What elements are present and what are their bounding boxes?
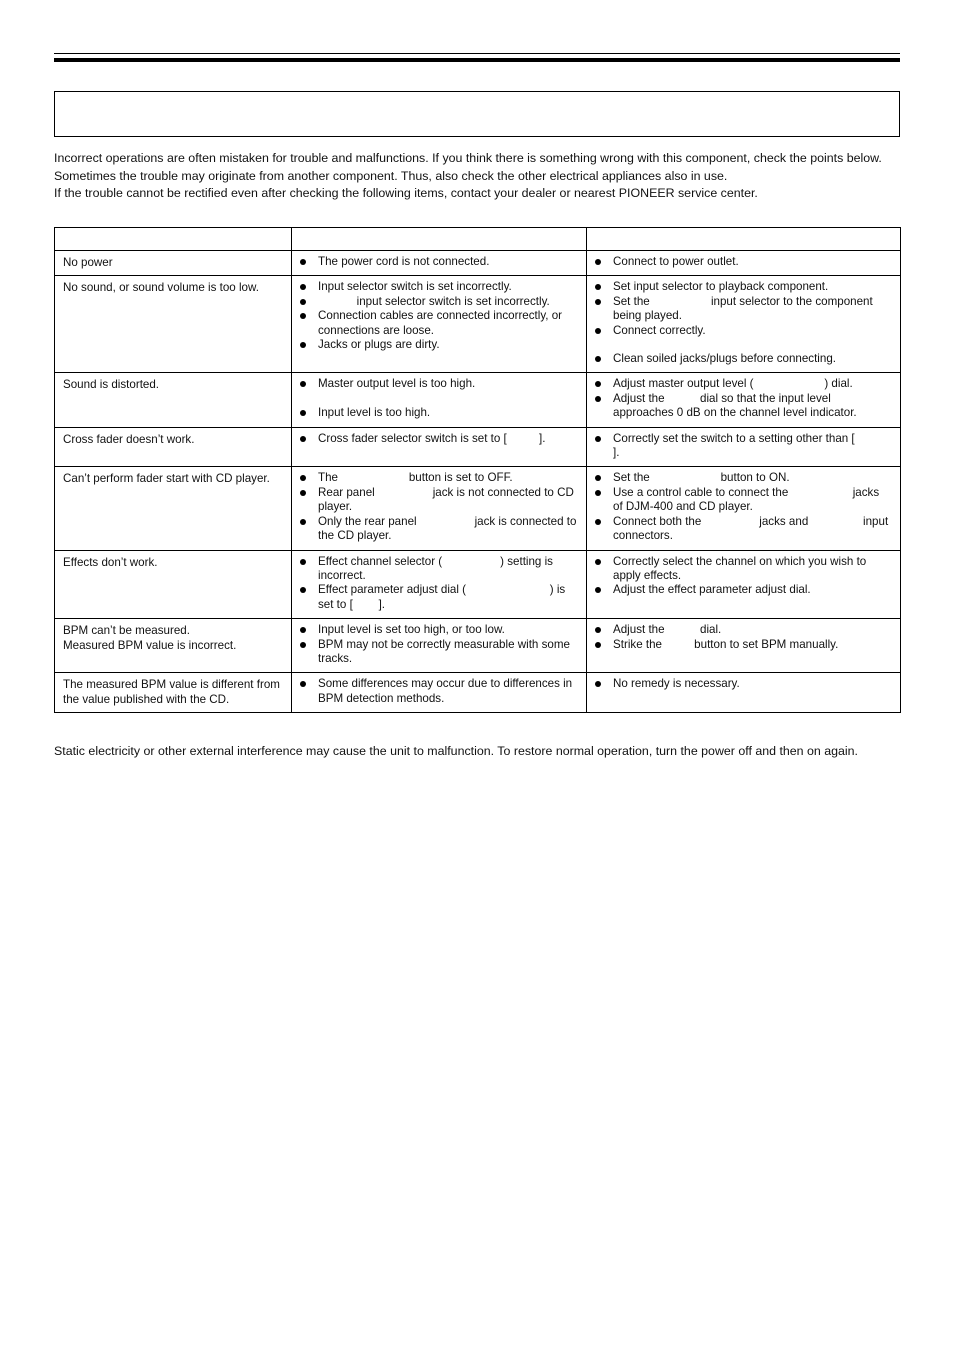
symptom-text: No power [63, 256, 113, 269]
item-text: Jacks or plugs are dirty. [318, 338, 440, 352]
remedy-item [595, 677, 892, 691]
remedy-cell [587, 619, 901, 673]
item-text: Connection cables are connected incorrectly, or connections are loose. [318, 309, 566, 337]
cause-item [300, 309, 578, 338]
remedy-cell [587, 276, 901, 373]
item-text: Set the button to ON. [613, 471, 790, 485]
symptom-cell [55, 467, 292, 550]
remedy-item [595, 515, 892, 544]
remedy-cell [587, 673, 901, 713]
item-text: Only the rear panel jack is connected to the CD player. [318, 514, 580, 543]
item-text: Set the input selector to the component being played. [613, 294, 876, 323]
intro-text [54, 150, 900, 203]
item-text: input selector switch is set incorrectly. [318, 294, 550, 308]
cause-item [300, 406, 578, 420]
remedy-list [595, 555, 892, 598]
cause-cell [292, 619, 587, 673]
remedy-list [595, 280, 892, 366]
remedy-cell [587, 550, 901, 619]
cause-item [300, 555, 578, 584]
item-text: Input level is too high. [318, 405, 431, 419]
cause-item [300, 338, 578, 352]
cause-cell [292, 276, 587, 373]
remedy-item [595, 392, 892, 421]
intro-paragraph-2: If the trouble cannot be rectified even after checking the following items, contact your dealer or nearest PIONEER service center. [54, 186, 758, 200]
cause-cell [292, 467, 587, 550]
remedy-item [595, 555, 892, 584]
table-header-row [55, 228, 901, 251]
cause-item [300, 623, 578, 637]
troubleshooting-table [54, 227, 901, 713]
item-text: Strike the button to set BPM manually. [613, 637, 839, 651]
cause-list [300, 471, 578, 543]
cause-list [300, 555, 578, 613]
item-text: Connect both the jacks and input connectors. [613, 514, 892, 543]
remedy-list [595, 432, 892, 461]
cause-item [300, 255, 578, 269]
item-text: Adjust the effect parameter adjust dial. [613, 583, 811, 597]
item-text: Adjust master output level ( ) dial. [613, 377, 853, 391]
header-remedy [587, 228, 901, 251]
remedy-list [595, 377, 892, 420]
symptom-text: Effects don’t work. [63, 555, 158, 569]
cause-item [300, 295, 578, 309]
remedy-item [595, 623, 892, 637]
item-text: BPM may not be correctly measurable with some tracks. [318, 637, 574, 665]
table-row [55, 427, 901, 467]
table-body [55, 251, 901, 713]
item-text: Correctly select the channel on which you wish to apply effects. [613, 554, 870, 582]
remedy-cell [587, 467, 901, 550]
symptom-cell [55, 550, 292, 619]
item-text: Effect parameter adjust dial ( ) is set to [ ]. [318, 583, 569, 611]
symptom-text: Sound is distorted. [63, 378, 160, 392]
remedy-item [595, 486, 892, 515]
item-text: The button is set to OFF. [318, 471, 513, 485]
cause-list [300, 255, 578, 269]
item-text: Effect channel selector ( ) setting is incorrect. [318, 554, 557, 582]
list-spacer [300, 392, 578, 406]
table-row [55, 251, 901, 276]
cause-item [300, 432, 578, 446]
cause-list [300, 377, 578, 420]
intro-paragraph-1: Incorrect operations are often mistaken for trouble and malfunctions. If you think there is something wrong with this component, check the points below. Sometimes the trouble may originate from another component. Thus, also check the other electrical appliances also in use. [54, 151, 882, 183]
table-row [55, 673, 901, 713]
item-text: Set input selector to playback component. [613, 280, 829, 294]
cause-list [300, 280, 578, 352]
item-text: Master output level is too high. [318, 377, 476, 391]
remedy-cell [587, 373, 901, 427]
item-text: Some differences may occur due to differences in BPM detection methods. [318, 677, 576, 705]
table-row [55, 550, 901, 619]
cause-item [300, 515, 578, 544]
cause-list [300, 432, 578, 446]
cause-cell [292, 427, 587, 467]
table-row [55, 276, 901, 373]
item-text: Adjust the dial so that the input level approaches 0 dB on the channel level indicator. [613, 391, 857, 420]
remedy-item [595, 377, 892, 391]
symptom-text: The measured BPM value is different from the value published with the CD. [63, 678, 284, 706]
list-spacer [595, 338, 892, 352]
cause-cell [292, 550, 587, 619]
item-text: Clean soiled jacks/plugs before connecting. [613, 352, 836, 366]
cause-list [300, 623, 578, 666]
symptom-cell [55, 276, 292, 373]
item-text: Adjust the dial. [613, 623, 722, 637]
outro-text: Static electricity or other external interference may cause the unit to malfunction. To restore normal operation, turn the power off and then on again. [54, 744, 859, 758]
remedy-item [595, 352, 892, 366]
symptom-text: BPM can’t be measured. Measured BPM value is incorrect. [63, 624, 237, 652]
cause-cell [292, 373, 587, 427]
remedy-cell [587, 251, 901, 276]
table-row [55, 373, 901, 427]
remedy-list [595, 623, 892, 652]
cause-item [300, 377, 578, 391]
remedy-cell [587, 427, 901, 467]
item-text: No remedy is necessary. [613, 677, 740, 691]
header-rule-thin [54, 53, 900, 54]
cause-item [300, 486, 578, 515]
remedy-item [595, 255, 892, 269]
cause-item [300, 471, 578, 485]
remedy-item [595, 324, 892, 338]
cause-item [300, 280, 578, 294]
symptom-cell [55, 427, 292, 467]
cause-item [300, 638, 578, 667]
item-text: Cross fader selector switch is set to [ ]. [318, 431, 546, 445]
remedy-item [595, 638, 892, 652]
cause-list [300, 677, 578, 706]
remedy-list [595, 677, 892, 691]
remedy-item [595, 280, 892, 294]
item-text: Connect correctly. [613, 323, 706, 337]
symptom-text: No sound, or sound volume is too low. [63, 281, 259, 295]
remedy-item [595, 583, 892, 597]
table-row [55, 467, 901, 550]
item-text: The power cord is not connected. [318, 255, 490, 268]
item-text: Rear panel jack is not connected to CD player. [318, 485, 578, 514]
symptom-cell [55, 619, 292, 673]
remedy-item [595, 295, 892, 324]
item-text: Correctly set the switch to a setting other than [ ]. [613, 431, 887, 460]
remedy-item [595, 432, 892, 461]
cause-item [300, 677, 578, 706]
remedy-list [595, 471, 892, 543]
symptom-text: Cross fader doesn’t work. [63, 432, 195, 446]
remedy-item [595, 471, 892, 485]
symptom-text: Can’t perform fader start with CD player. [63, 472, 270, 486]
symptom-cell [55, 673, 292, 713]
cause-cell [292, 251, 587, 276]
symptom-cell [55, 251, 292, 276]
remedy-list [595, 255, 892, 269]
header-symptom [55, 228, 292, 251]
cause-item [300, 583, 578, 612]
header-cause [292, 228, 587, 251]
item-text: Input level is set too high, or too low. [318, 623, 505, 637]
cause-cell [292, 673, 587, 713]
section-title-box [54, 91, 900, 137]
item-text: Connect to power outlet. [613, 255, 739, 268]
table-row [55, 619, 901, 673]
header-rule-thick [54, 58, 900, 62]
item-text: Use a control cable to connect the jacks of DJM-400 and CD player. [613, 485, 883, 514]
item-text: Input selector switch is set incorrectly. [318, 280, 512, 294]
symptom-cell [55, 373, 292, 427]
